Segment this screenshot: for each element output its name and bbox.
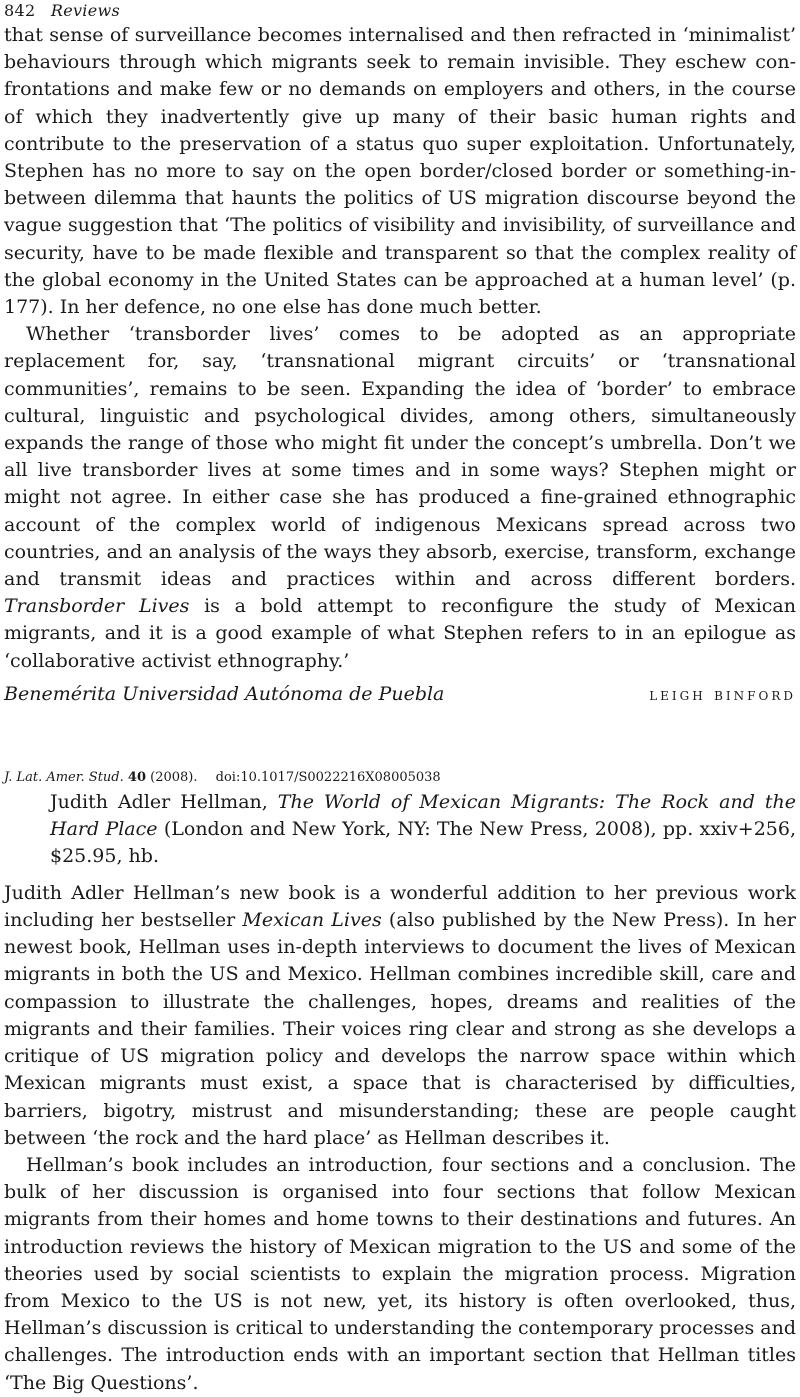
review1-signature bbox=[4, 683, 796, 705]
reviewer-affiliation: Benemérita Universidad Autónoma de Puebla bbox=[4, 682, 445, 705]
citation-doi: doi:10.1017/S0022216X08005038 bbox=[215, 769, 441, 785]
review2-paragraph-1-text-b: (also published by the New Press). In her newest book, Hellman uses in-depth interviews to document the lives of Mexican migrants in both the US and Mexico. Hellman combines incredible skill, care and compassion to illustrate the challenges, hopes, dreams and realities of the migrants and their families. Their voices ring clear and strong as she develops a critique of US migration policy and develops the narrow space within which Mexican migrants must exist, a space that is characterised by difficulties, barriers, bigotry, mistrust and misunderstanding; these are people caught between ‘the rock and the hard place’ as Hellman describes it. bbox=[4, 909, 796, 1149]
citation-line bbox=[4, 769, 796, 787]
citation-volume: 40 bbox=[127, 769, 146, 785]
book-reference bbox=[4, 789, 796, 870]
review1-paragraph-1: that sense of surveillance becomes internalised and then refracted in ‘minimalist’ behaviours through which migrants seek to remain invisible. They eschew confrontations and make few or no demands on employers and others, in the course of which they inadvertently give up many of their basic human rights and contribute to the preservation of a status quo super exploitation. Unfortunately, Stephen has no more to say on the open border/closed border or something-in-between dilemma that haunts the politics of US migration discourse beyond the vague suggestion that ‘The politics of visibility and invisibility, of surveillance and security, have to be made flexible and transparent so that the complex reality of the global economy in the United States can be approached at a human level’ (p. 177). In her defence, no one else has done much better. bbox=[4, 24, 796, 319]
review2-cited-title: Mexican Lives bbox=[242, 909, 382, 932]
journal-page bbox=[4, 0, 796, 1397]
review2-paragraph-2: Hellman’s book includes an introduction, four sections and a conclusion. The bulk of her discussion is organised into four sections that follow Mexican migrants from their homes and home towns to their destinations and futures. An introduction reviews the history of Mexican migration to the US and some of the theories used by social scientists to explain the migration process. Migration from Mexico to the US is not new, yet, its history is often overlooked, thus, Hellman’s discussion is critical to understanding the contemporary processes and challenges. The introduction ends with an important section that Hellman titles ‘The Big Questions’. bbox=[4, 1153, 796, 1394]
running-title: Reviews bbox=[50, 1, 120, 20]
running-head bbox=[4, 0, 796, 22]
reviewer-name: leigh binford bbox=[649, 684, 796, 705]
review1-paragraph-2-text-b: is a bold attempt to reconfigure the study of Mexican migrants, and it is a good example of what Stephen refers to in an epilogue as ‘collaborative activist ethnography.’ bbox=[4, 595, 796, 672]
review1-paragraph-2-text-a: Whether ‘transborder lives’ comes to be adopted as an appropriate replacement for, say, ‘transnational migrant circuits’ or ‘transnational communities’, remains to be seen. Expanding the idea of ‘border’ to embrace cultural, linguistic and psychological divides, among others, simultaneously expands the range of those who might fit under the concept’s umbrella. Don’t we all live transborder lives at some times and in some ways? Stephen might or might not agree. In either case she has produced a fine-grained ethnographic account of the complex world of indigenous Mexicans spread across two countries, and an analysis of the ways they absorb, exercise, transform, exchange and transmit ideas and practices within and across different borders. bbox=[4, 323, 796, 591]
review1-book-title-ref: Transborder Lives bbox=[4, 595, 190, 618]
review1-paragraph-2 bbox=[4, 321, 796, 675]
citation-journal: J. Lat. Amer. Stud. bbox=[4, 769, 124, 785]
review2-paragraph-1 bbox=[4, 880, 796, 1152]
book-details: (London and New York, NY: The New Press, 2008), pp. xxiv+256, $25.95, hb. bbox=[50, 817, 797, 867]
book-author: Judith Adler Hellman, bbox=[50, 790, 268, 813]
book-title: The World of Mexican Migrants: The Rock and the Hard Place bbox=[50, 790, 796, 840]
review2-paragraph-1-text-a: Judith Adler Hellman’s new book is a wonderful addition to her previous work including her bestseller bbox=[4, 881, 796, 932]
citation-year: (2008). bbox=[150, 769, 198, 785]
page-number: 842 bbox=[4, 1, 36, 20]
